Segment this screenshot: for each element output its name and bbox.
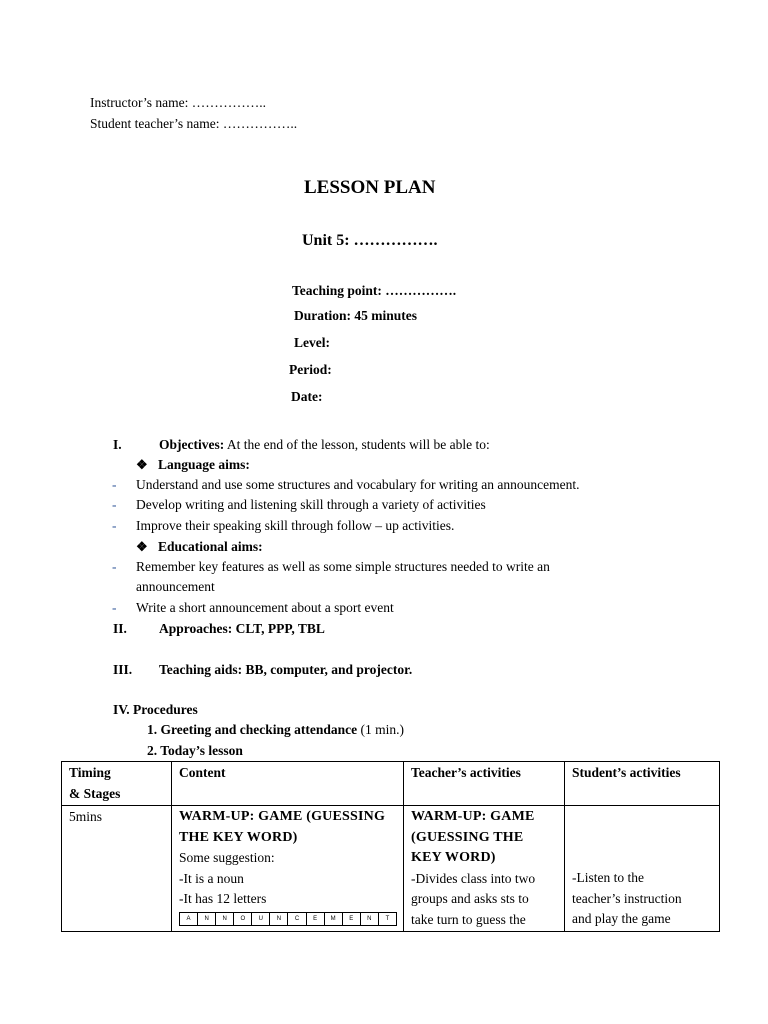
date: Date:	[291, 389, 323, 404]
cell-timing: 5mins	[62, 806, 172, 932]
header-teacher: Teacher’s activities	[404, 762, 565, 806]
unit-title: Unit 5: …………….	[302, 232, 438, 249]
instructor-name: Instructor’s name: ……………..	[90, 95, 266, 110]
table-row	[62, 806, 720, 932]
duration: Duration: 45 minutes	[294, 308, 418, 323]
section-num-teaching-aids: III.	[113, 662, 133, 677]
section-num-approaches: II.	[113, 621, 127, 636]
page-title: LESSON PLAN	[304, 177, 436, 198]
procedure-step-2: 2. Today’s lesson	[147, 743, 243, 758]
lesson-table	[61, 761, 720, 932]
dash-bullet-icon: -	[112, 559, 117, 574]
diamond-bullet-icon: ❖	[136, 457, 148, 472]
cell-content: WARM-UP: GAME (GUESSING THE KEY WORD) Some suggestion: -It is a noun -It has 12 letters A N N O U N C E M E N T	[172, 806, 404, 932]
language-aims-heading: ❖ Language aims:	[136, 457, 250, 472]
diamond-bullet-icon: ❖	[136, 539, 148, 554]
table-header-row	[62, 762, 720, 806]
educational-aims-heading: ❖ Educational aims:	[136, 539, 263, 554]
objectives-label: Objectives:	[159, 437, 225, 452]
language-aim-2: Develop writing and listening skill through a variety of activities	[136, 497, 486, 512]
teaching-aids: Teaching aids: BB, computer, and projector.	[159, 662, 413, 677]
educational-aim-1: Remember key features as well as some simple structures needed to write an	[136, 559, 550, 574]
dash-bullet-icon: -	[112, 497, 117, 512]
level: Level:	[294, 335, 330, 350]
header-content: Content	[172, 762, 404, 806]
procedure-step-1: 1. Greeting and checking attendance (1 min.)	[147, 722, 404, 737]
student-teacher-name: Student teacher’s name: ……………..	[90, 116, 298, 131]
procedures-title: IV. Procedures	[113, 702, 198, 717]
language-aim-1: Understand and use some structures and vocabulary for writing an announcement.	[136, 477, 580, 492]
dash-bullet-icon: -	[112, 518, 117, 533]
teaching-point: Teaching point: …………….	[292, 283, 457, 298]
keyword-letter-boxes: A N N O U N C E M E N T	[179, 912, 396, 926]
educational-aim-2: Write a short announcement about a sport event	[136, 600, 394, 615]
section-num-objectives: I.	[113, 437, 122, 452]
period: Period:	[289, 362, 332, 377]
dash-bullet-icon: -	[112, 600, 117, 615]
objectives-text: At the end of the lesson, students will be able to:	[226, 437, 490, 452]
cell-student: -Listen to the teacher’s instruction and play the game	[565, 806, 720, 932]
header-student: Student’s activities	[565, 762, 720, 806]
cell-teacher: WARM-UP: GAME (GUESSING THE KEY WORD) -Divides class into two groups and asks sts to take turn to guess the	[404, 806, 565, 932]
approaches: Approaches: CLT, PPP, TBL	[159, 621, 325, 636]
objectives-line	[159, 437, 490, 453]
dash-bullet-icon: -	[112, 477, 117, 492]
header-timing: Timing & Stages	[62, 762, 172, 806]
language-aim-3: Improve their speaking skill through follow – up activities.	[136, 518, 455, 533]
educational-aim-1-cont: announcement	[136, 579, 215, 594]
